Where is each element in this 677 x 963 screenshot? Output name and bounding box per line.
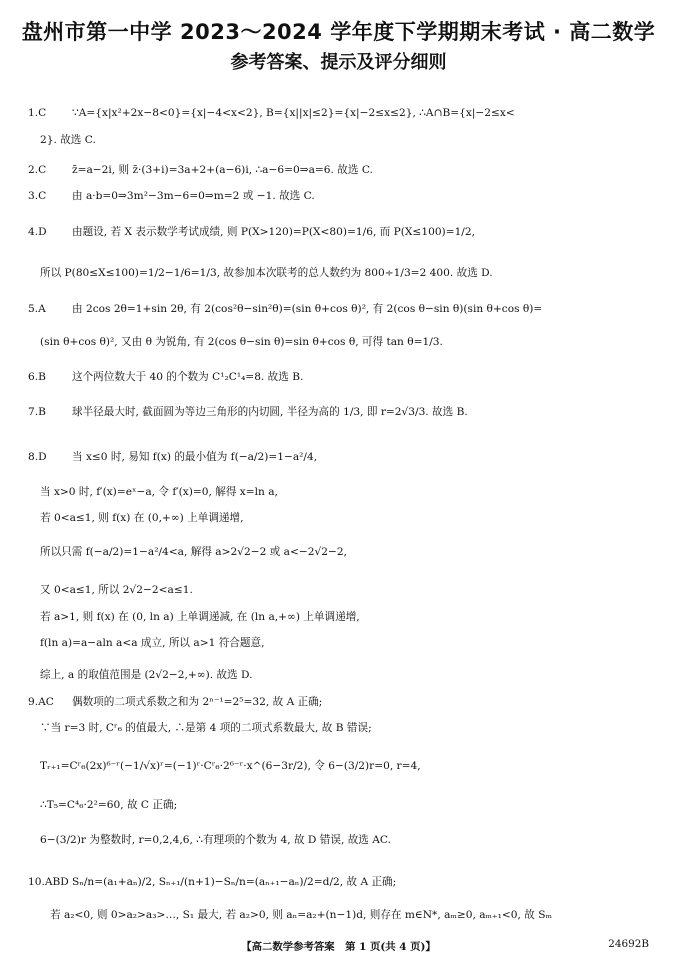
item-text: 6−(3/2)r 为整数时, r=0,2,4,6, ∴有理项的个数为 4, 故 D 错误, 故选 AC. <box>40 834 391 846</box>
item-text: 若 a₂<0, 则 0>a₂>a₃>…, S₁ 最大, 若 a₂>0, 则 aₙ=a₂+(n−1)d, 则存在 m∈N*, aₘ≥0, aₘ₊₁<0, 故 Sₘ <box>50 909 552 921</box>
item-text: 由 2cos 2θ=1+sin 2θ, 有 2(cos²θ−sin²θ)=(sin θ+cos θ)², 有 2(cos θ−sin θ)(sin θ+cos θ)= <box>72 303 543 315</box>
item-number: 3.C <box>28 190 47 202</box>
item-text: Tᵣ₊₁=Cʳ₆(2x)⁶⁻ʳ(−1/√x)ʳ=(−1)ʳ·Cʳ₆·2⁶⁻ʳ·x^(6−3r/2), 令 6−(3/2)r=0, r=4, <box>40 760 421 772</box>
item-text: Sₙ/n=(a₁+aₙ)/2, Sₙ₊₁/(n+1)−Sₙ/n=(aₙ₊₁−aₙ)/2=d/2, 故 A 正确; <box>72 876 397 888</box>
item-number: 2.C <box>28 164 47 176</box>
answer-line <box>40 833 391 848</box>
answer-line <box>40 335 443 350</box>
item-text: 由 a·b=0⇒3m²−3m−6=0⇒m=2 或 −1. 故选 C. <box>72 190 315 202</box>
item-number: 5.A <box>28 303 46 315</box>
answer-line <box>40 545 347 560</box>
answer-line <box>28 405 468 420</box>
answer-line <box>28 225 475 240</box>
item-text: 若 0<a≤1, 则 f(x) 在 (0,+∞) 上单调递增, <box>40 512 244 524</box>
answer-line <box>28 695 322 710</box>
answer-line <box>28 875 396 890</box>
page-title: 盘州市第一中学 2023～2024 学年度下学期期末考试 · 高二数学 <box>21 20 656 44</box>
item-text: 当 x≤0 时, 易知 f(x) 的最小值为 f(−a/2)=1−a²/4, <box>72 451 318 463</box>
item-text: 所以只需 f(−a/2)=1−a²/4<a, 解得 a>2√2−2 或 a<−2√2−2, <box>40 546 347 558</box>
answer-line <box>40 721 372 736</box>
answer-line <box>28 302 542 317</box>
item-number: 8.D <box>28 451 47 463</box>
item-text: 综上, a 的取值范围是 (2√2−2,+∞). 故选 D. <box>40 669 253 681</box>
item-text: f(ln a)=a−aln a<a 成立, 所以 a>1 符合题意, <box>40 637 265 649</box>
item-text: 又 0<a≤1, 所以 2√2−2<a≤1. <box>40 584 193 596</box>
item-text: 球半径最大时, 截面圆为等边三角形的内切圆, 半径为高的 1/3, 即 r=2√3/3. 故选 B. <box>72 406 468 418</box>
answer-line <box>28 450 317 465</box>
item-text: 所以 P(80≤X≤100)=1/2−1/6=1/3, 故参加本次联考的总人数约为 800÷1/3=2 400. 故选 D. <box>40 267 493 279</box>
answer-line <box>50 908 552 923</box>
answer-line <box>28 163 373 178</box>
item-number: 10.ABD <box>28 876 69 888</box>
item-text: (sin θ+cos θ)², 又由 θ 为锐角, 有 2(cos θ−sin θ)=sin θ+cos θ, 可得 tan θ=1/3. <box>40 336 443 348</box>
item-text: 若 a>1, 则 f(x) 在 (0, ln a) 上单调递减, 在 (ln a,+∞) 上单调递增, <box>40 611 360 623</box>
page-footer: 【高二数学参考答案 第 1 页(共 4 页)】 <box>241 941 436 953</box>
item-text: 由题设, 若 X 表示数学考试成绩, 则 P(X>120)=P(X<80)=1/6, 而 P(X≤100)=1/2, <box>72 226 475 238</box>
answer-line <box>40 485 278 500</box>
answer-line <box>40 759 421 774</box>
item-text: 偶数项的二项式系数之和为 2ⁿ⁻¹=2⁵=32, 故 A 正确; <box>72 696 323 708</box>
answer-line <box>28 106 515 121</box>
item-text: z̄=a−2i, 则 z̄·(3+i)=3a+2+(a−6)i, ∴a−6=0⇒a=6. 故选 C. <box>72 164 373 176</box>
item-number: 4.D <box>28 226 47 238</box>
answer-line <box>40 636 264 651</box>
paper-code: 24692B <box>608 938 649 950</box>
item-number: 9.AC <box>28 696 54 708</box>
item-text: ∵当 r=3 时, Cʳ₆ 的值最大, ∴是第 4 项的二项式系数最大, 故 B 错误; <box>40 722 372 734</box>
answer-line <box>40 266 493 281</box>
item-text: ∵A={x|x²+2x−8<0}={x|−4<x<2}, B={x||x|≤2}={x|−2≤x≤2}, ∴A∩B={x|−2≤x< <box>72 107 515 119</box>
item-text: ∴T₅=C⁴₆·2²=60, 故 C 正确; <box>40 799 178 811</box>
item-text: 这个两位数大于 40 的个数为 C¹₂C¹₄=8. 故选 B. <box>72 371 304 383</box>
answer-line <box>28 370 303 385</box>
item-text: 当 x>0 时, f′(x)=eˣ−a, 令 f′(x)=0, 解得 x=ln a, <box>40 486 278 498</box>
answer-line <box>40 511 243 526</box>
answer-line <box>40 668 253 683</box>
item-text: 2}. 故选 C. <box>40 134 96 146</box>
item-number: 6.B <box>28 371 46 383</box>
item-number: 1.C <box>28 107 47 119</box>
item-number: 7.B <box>28 406 46 418</box>
answer-line <box>40 610 360 625</box>
answer-line <box>40 583 193 598</box>
answer-line <box>40 133 96 148</box>
answer-line <box>40 798 177 813</box>
answer-line <box>28 189 315 204</box>
page-subtitle: 参考答案、提示及评分细则 <box>230 52 447 73</box>
